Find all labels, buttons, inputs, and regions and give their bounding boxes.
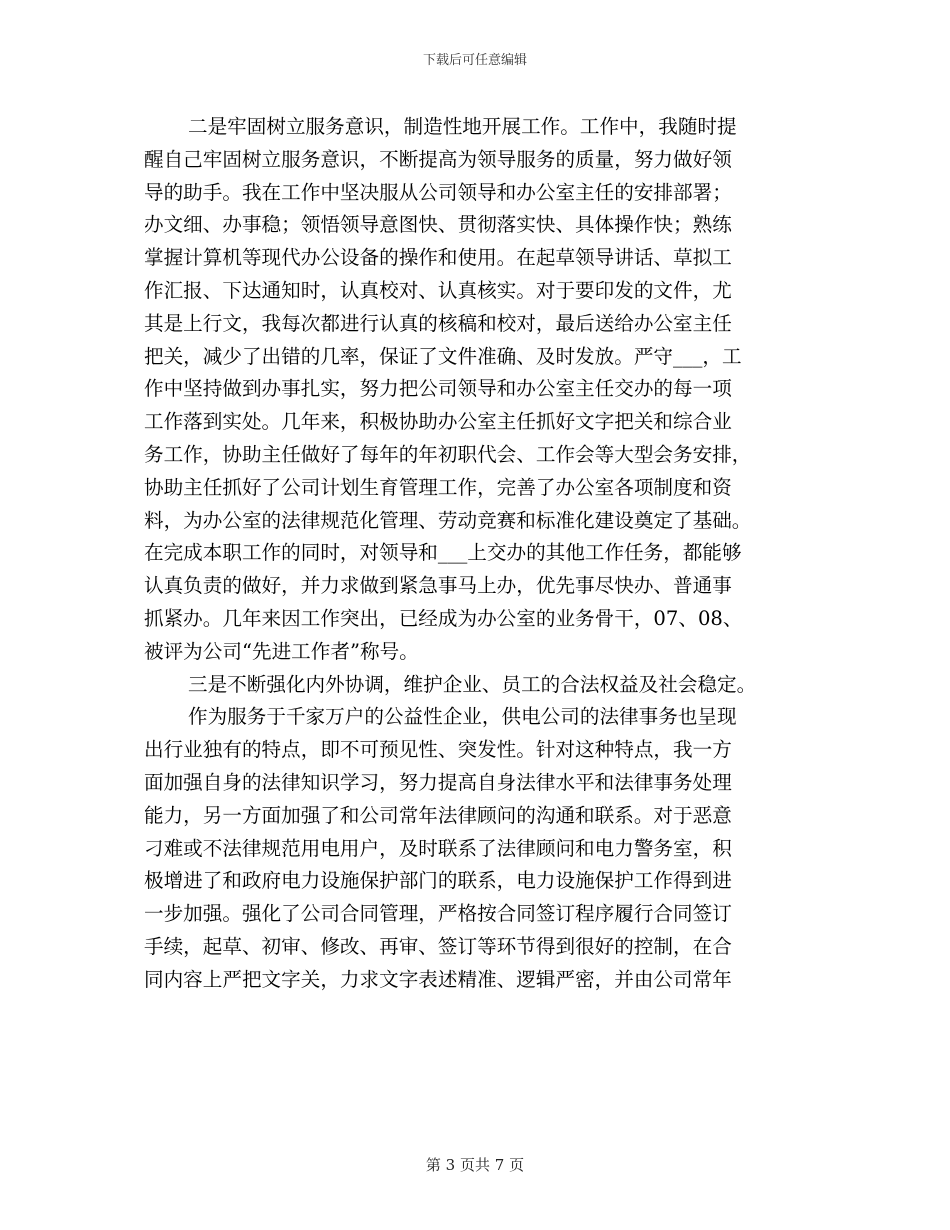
paragraph-line: 出行业独有的特点，即不可预见性、突发性。针对这种特点，我一方 — [144, 738, 732, 762]
paragraph-line: 把关，减少了出错的几率，保证了文件准确、及时发放。严守___，工 — [144, 344, 742, 368]
paragraph-line: 工作落到实处。几年来，积极协助办公室主任抓好文字把关和综合业 — [144, 410, 732, 434]
page-header: 下载后可任意编辑 — [422, 53, 527, 68]
paragraph-line: 同内容上严把文字关，力求文字表述精准、逻辑严密，并由公司常年 — [144, 967, 732, 991]
paragraph-line: 在完成本职工作的同时，对领导和___上交办的其他工作任务，都能够 — [144, 541, 742, 565]
paragraph-line: 极增进了和政府电力设施保护部门的联系，电力设施保护工作得到进 — [144, 869, 732, 893]
paragraph-line: 面加强自身的法律知识学习，努力提高自身法律水平和法律事务处理 — [144, 770, 732, 794]
paragraph-line: 二是牢固树立服务意识，制造性地开展工作。工作中，我随时提 — [188, 115, 737, 138]
paragraph-line: 被评为公司“先进工作者”称号。 — [144, 639, 419, 663]
paragraph-line: 务工作，协助主任做好了每年的年初职代会、工作会等大型会务安排， — [144, 442, 752, 466]
paragraph-line: 办文细、办事稳；领悟领导意图快、贯彻落实快、具体操作快；熟练 — [144, 213, 732, 237]
paragraph-line: 作为服务于千家万户的公益性企业，供电公司的法律事务也呈现 — [188, 705, 737, 729]
page-number-footer: 第 3 页共 7 页 — [425, 1156, 525, 1174]
paragraph-line: 导的助手。我在工作中坚决服从公司领导和办公室主任的安排部署； — [144, 180, 732, 204]
paragraph-line: 抓紧办。几年来因工作突出，已经成为办公室的业务骨干，07、08、 — [144, 606, 743, 630]
paragraph-line: 醒自己牢固树立服务意识，不断提高为领导服务的质量，努力做好领 — [144, 147, 732, 171]
paragraph-line: 掌握计算机等现代办公设备的操作和使用。在起草领导讲话、草拟工 — [144, 246, 732, 270]
document-body — [144, 111, 812, 997]
paragraph-line: 作汇报、下达通知时，认真校对、认真核实。对于要印发的文件，尤 — [144, 278, 732, 302]
paragraph-line: 作中坚持做到办事扎实，努力把公司领导和办公室主任交办的每一项 — [144, 377, 732, 401]
paragraph-line: 认真负责的做好，并力求做到紧急事马上办，优先事尽快办、普通事 — [144, 574, 732, 598]
paragraph-line: 料，为办公室的法律规范化管理、劳动竞赛和标准化建设奠定了基础。 — [144, 508, 752, 532]
paragraph-line: 一步加强。强化了公司合同管理，严格按合同签订程序履行合同签订 — [144, 902, 732, 926]
paragraph-line: 手续，起草、初审、修改、再审、签订等环节得到很好的控制，在合 — [144, 934, 732, 958]
paragraph-line: 协助主任抓好了公司计划生育管理工作，完善了办公室各项制度和资 — [144, 475, 732, 499]
paragraph-line: 刁难或不法律规范用电用户，及时联系了法律顾问和电力警务室，积 — [144, 836, 732, 860]
paragraph-line: 其是上行文，我每次都进行认真的核稿和校对，最后送给办公室主任 — [144, 311, 732, 335]
paragraph-line: 能力，另一方面加强了和公司常年法律顾问的沟通和联系。对于恶意 — [144, 803, 732, 827]
section-heading-line: 三是不断强化内外协调，维护企业、员工的合法权益及社会稳定。 — [188, 672, 757, 696]
